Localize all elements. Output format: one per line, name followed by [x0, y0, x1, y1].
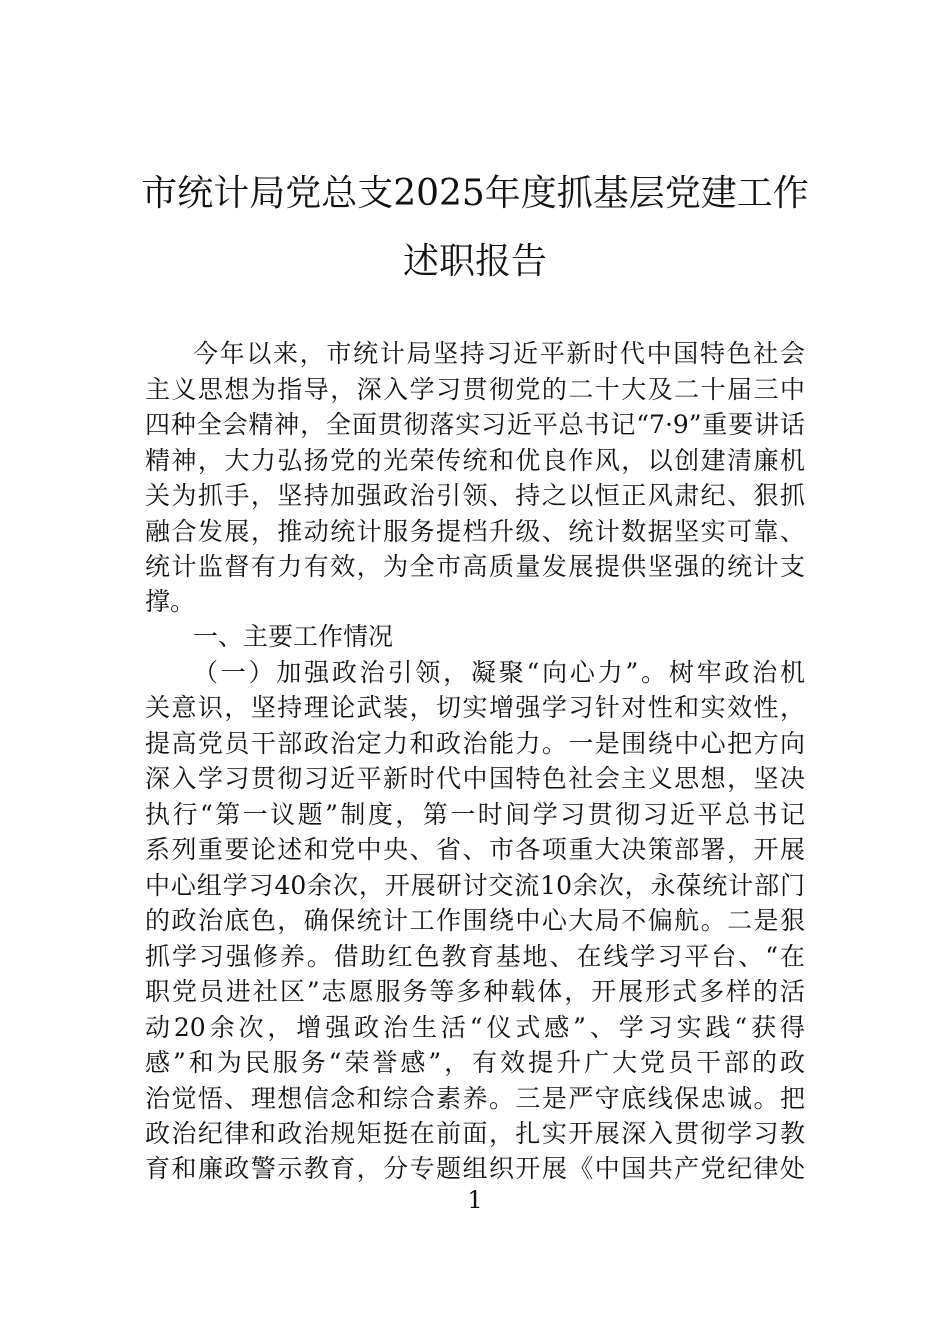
page-number: 1 [467, 1186, 483, 1214]
section-paragraph-line: 的政治底色，确保统计工作围绕中心大局不偏航。二是狠 [145, 906, 805, 935]
section-paragraph-line: 职党员进社区”志愿服务等多种载体，开展形式多样的活 [145, 977, 805, 1006]
section-paragraph-line: 感”和为民服务“荣誉感”，有效提升广大党员干部的政 [145, 1048, 805, 1077]
document-title-line-1: 市统计局党总支2025年度抓基层党建工作 [141, 173, 809, 214]
intro-paragraph-line: 统计监督有力有效，为全市高质量发展提供坚强的统计支 [145, 552, 805, 581]
intro-paragraph-line: 今年以来，市统计局坚持习近平新时代中国特色社会 [193, 339, 805, 368]
section-paragraph-line: 治觉悟、理想信念和综合素养。三是严守底线保忠诚。把 [145, 1084, 805, 1113]
intro-paragraph-line: 精神，大力弘扬党的光荣传统和优良作风，以创建清廉机 [145, 446, 805, 475]
document-title-line-2: 述职报告 [402, 241, 547, 282]
section-paragraph-line: 关意识，坚持理论武装，切实增强学习针对性和实效性， [145, 693, 805, 722]
intro-paragraph-line: 主义思想为指导，深入学习贯彻党的二十大及二十届三中 [145, 375, 805, 404]
section-paragraph-line: 深入学习贯彻习近平新时代中国特色社会主义思想，坚决 [145, 764, 805, 793]
section-paragraph-line: 动20余次，增强政治生活“仪式感”、学习实践“获得 [145, 1013, 805, 1042]
section-paragraph-line: 育和廉政警示教育，分专题组织开展《中国共产党纪律处 [145, 1154, 805, 1183]
section-paragraph-line: 执行“第一议题”制度，第一时间学习贯彻习近平总书记 [145, 800, 805, 829]
section-paragraph-line: （一）加强政治引领，凝聚“向心力”。树牢政治机 [193, 658, 805, 687]
section-paragraph-line: 中心组学习40余次，开展研讨交流10余次，永葆统计部门 [145, 871, 805, 900]
section-paragraph-line: 系列重要论述和党中央、省、市各项重大决策部署，开展 [145, 835, 805, 864]
section-paragraph-line: 提高党员干部政治定力和政治能力。一是围绕中心把方向 [145, 729, 805, 758]
section-paragraph-line: 政治纪律和政治规矩挺在前面，扎实开展深入贯彻学习教 [145, 1119, 805, 1148]
section-paragraph-line: 抓学习强修养。借助红色教育基地、在线学习平台、“在 [145, 942, 805, 971]
section-heading: 一、主要工作情况 [193, 622, 394, 651]
intro-paragraph-line: 关为抓手，坚持加强政治引领、持之以恒正风肃纪、狠抓 [145, 481, 805, 510]
intro-paragraph-line: 融合发展，推动统计服务提档升级、统计数据坚实可靠、 [145, 517, 805, 546]
intro-paragraph-line: 四种全会精神，全面贯彻落实习近平总书记“7·9”重要讲话 [145, 410, 805, 439]
intro-paragraph-line: 撑。 [145, 587, 196, 616]
